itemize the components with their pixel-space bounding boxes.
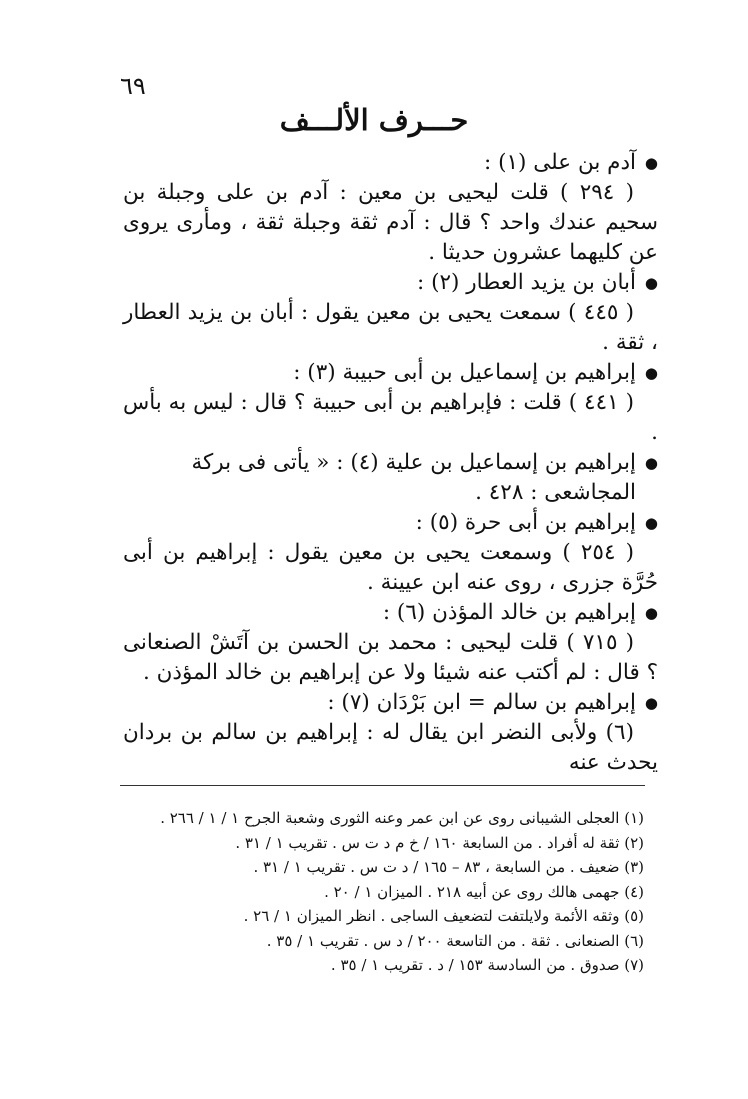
narrator-entry: ● إبراهيم بن إسماعيل بن أبى حبيبة (٣) :: [123, 358, 658, 388]
narrator-entry: ● آدم بن على (١) :: [123, 148, 658, 178]
narrator-entry: ● أبان بن يزيد العطار (٢) :: [123, 268, 658, 298]
narration-paragraph: ( ٤٤١ ) قلت : فإبراهيم بن أبى حبيبة ؟ قال : ليس به بأس .: [123, 390, 658, 445]
narration-paragraph: ( ٤٤٥ ) سمعت يحيى بن معين يقول : أبان بن يزيد العطار ، ثقة .: [123, 300, 658, 355]
main-text: [123, 148, 658, 778]
narrator-entry: ● إبراهيم بن خالد المؤذن (٦) :: [123, 598, 658, 628]
narrator-entry: ● إبراهيم بن إسماعيل بن علية (٤) : « يأتى فى بركة المجاشعى : ٤٢٨ .: [123, 448, 658, 508]
footnote: (٣) ضعيف . من السابعة ، ٨٣ – ١٦٥ / د ت س . تقريب ١ / ٣١ .: [253, 858, 644, 876]
footnotes: [124, 806, 644, 978]
narration-paragraph: (٦) ولأبى النضر ابن يقال له : إبراهيم بن سالم بن بردان يحدث عنه: [123, 720, 658, 775]
narration-paragraph: ( ٢٩٤ ) قلت ليحيى بن معين : آدم بن على وجبلة بن سحيم عندك واحد ؟ قال : آدم ثقة وجبلة ثقة ، ومأرى يروى عن كليهما عشرون حديثا .: [123, 180, 658, 265]
footnote-divider: [120, 785, 645, 786]
chapter-title: حـــرف الألـــف: [279, 103, 469, 137]
footnote: (٤) جهمى هالك روى عن أبيه ٢١٨ . الميزان ١ / ٢٠ .: [324, 882, 644, 901]
narration-paragraph: ( ٧١٥ ) قلت ليحيى : محمد بن الحسن بن آتَشْ الصنعانى ؟ قال : لم أكتب عنه شيئا ولا عن إبراهيم بن خالد المؤذن .: [123, 630, 658, 685]
footnote: (٦) الصنعانى . ثقة . من التاسعة ٢٠٠ / د س . تقريب ١ / ٣٥ .: [266, 931, 644, 950]
narrator-entry: ● إبراهيم بن أبى حرة (٥) :: [123, 508, 658, 538]
footnote: (١) العجلى الشيبانى روى عن ابن عمر وعنه الثورى وشعبة الجرح ١ / ١ / ٢٦٦ .: [160, 809, 644, 827]
narration-paragraph: ( ٢٥٤ ) وسمعت يحيى بن معين يقول : إبراهيم بن أبى حُرَّة جزرى ، روى عنه ابن عيينة .: [123, 540, 658, 595]
narrator-entry: ● إبراهيم بن سالم = ابن بَرْدَان (٧) :: [123, 688, 658, 718]
footnote: (٥) وثقه الأئمة ولايلتفت لتضعيف الساجى . انظر الميزان ١ / ٢٦ .: [243, 907, 644, 925]
page-number: ٦٩: [120, 72, 146, 100]
footnote: (٢) ثقة له أفراد . من السابعة ١٦٠ / خ م د ت س . تقريب ١ / ٣١ .: [235, 833, 644, 852]
footnote: (٧) صدوق . من السادسة ١٥٣ / د . تقريب ١ / ٣٥ .: [330, 956, 644, 974]
